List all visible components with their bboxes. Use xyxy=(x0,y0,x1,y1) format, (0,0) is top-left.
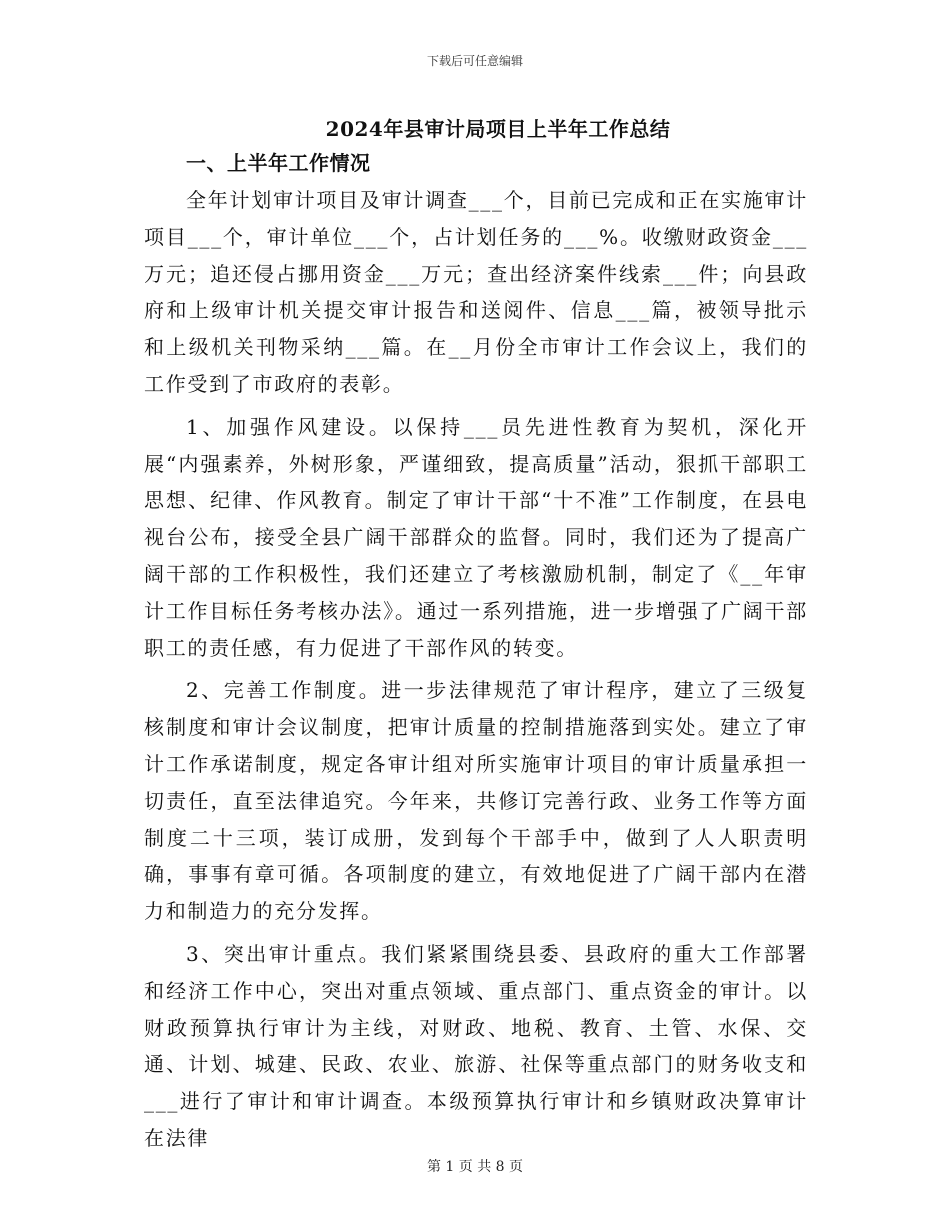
page-number: 第 1 页 共 8 页 xyxy=(426,1159,524,1175)
paragraph-work-style: 1、加强作风建设。以保持___员先进性教育为契机，深化开展“内强素养，外树形象，严谨细致，提高质量”活动，狠抓干部职工思想、纪律、作风教育。制定了审计干部“十不准”工作制度，在县电视台公布，接受全县广阔干部群众的监督。同时，我们还为了提高广阔干部的工作积极性，我们还建立了考核激励机制，制定了《__年审计工作目标任务考核办法》。通过一系列措施，进一步增强了广阔干部职工的责任感，有力促进了干部作风的转变。 xyxy=(144,414,808,660)
section-heading: 一、上半年工作情况 xyxy=(186,151,371,175)
document-title: 2024年县审计局项目上半年工作总结 xyxy=(325,117,671,141)
page-header-note: 下载后可任意编辑 xyxy=(426,54,523,68)
paragraph-summary: 全年计划审计项目及审计调查___个，目前已完成和正在实施审计项目___个，审计单位___个，占计划任务的___%。收缴财政资金___万元；追还侵占挪用资金___万元；查出经济案件线索___件；向县政府和上级审计机关提交审计报告和送阅件、信息___篇，被领导批示和上级机关刊物采纳___篇。在__月份全市审计工作会议上，我们的工作受到了市政府的表彰。 xyxy=(144,188,808,396)
paragraph-audit-focus: 3、突出审计重点。我们紧紧围绕县委、县政府的重大工作部署和经济工作中心，突出对重点领域、重点部门、重点资金的审计。以财政预算执行审计为主线，对财政、地税、教育、土管、水保、交通、计划、城建、民政、农业、旅游、社保等重点部门的财务收支和___进行了审计和审计调查。本级预算执行审计和乡镇财政决算审计在法律 xyxy=(144,941,808,1150)
paragraph-work-system: 2、完善工作制度。进一步法律规范了审计程序，建立了三级复核制度和审计会议制度，把审计质量的控制措施落到实处。建立了审计工作承诺制度，规定各审计组对所实施审计项目的审计质量承担一切责任，直至法律追究。今年来，共修订完善行政、业务工作等方面制度二十三项，装订成册，发到每个干部手中，做到了人人职责明确，事事有章可循。各项制度的建立，有效地促进了广阔干部内在潜力和制造力的充分发挥。 xyxy=(144,678,808,924)
document-body xyxy=(144,145,808,1157)
